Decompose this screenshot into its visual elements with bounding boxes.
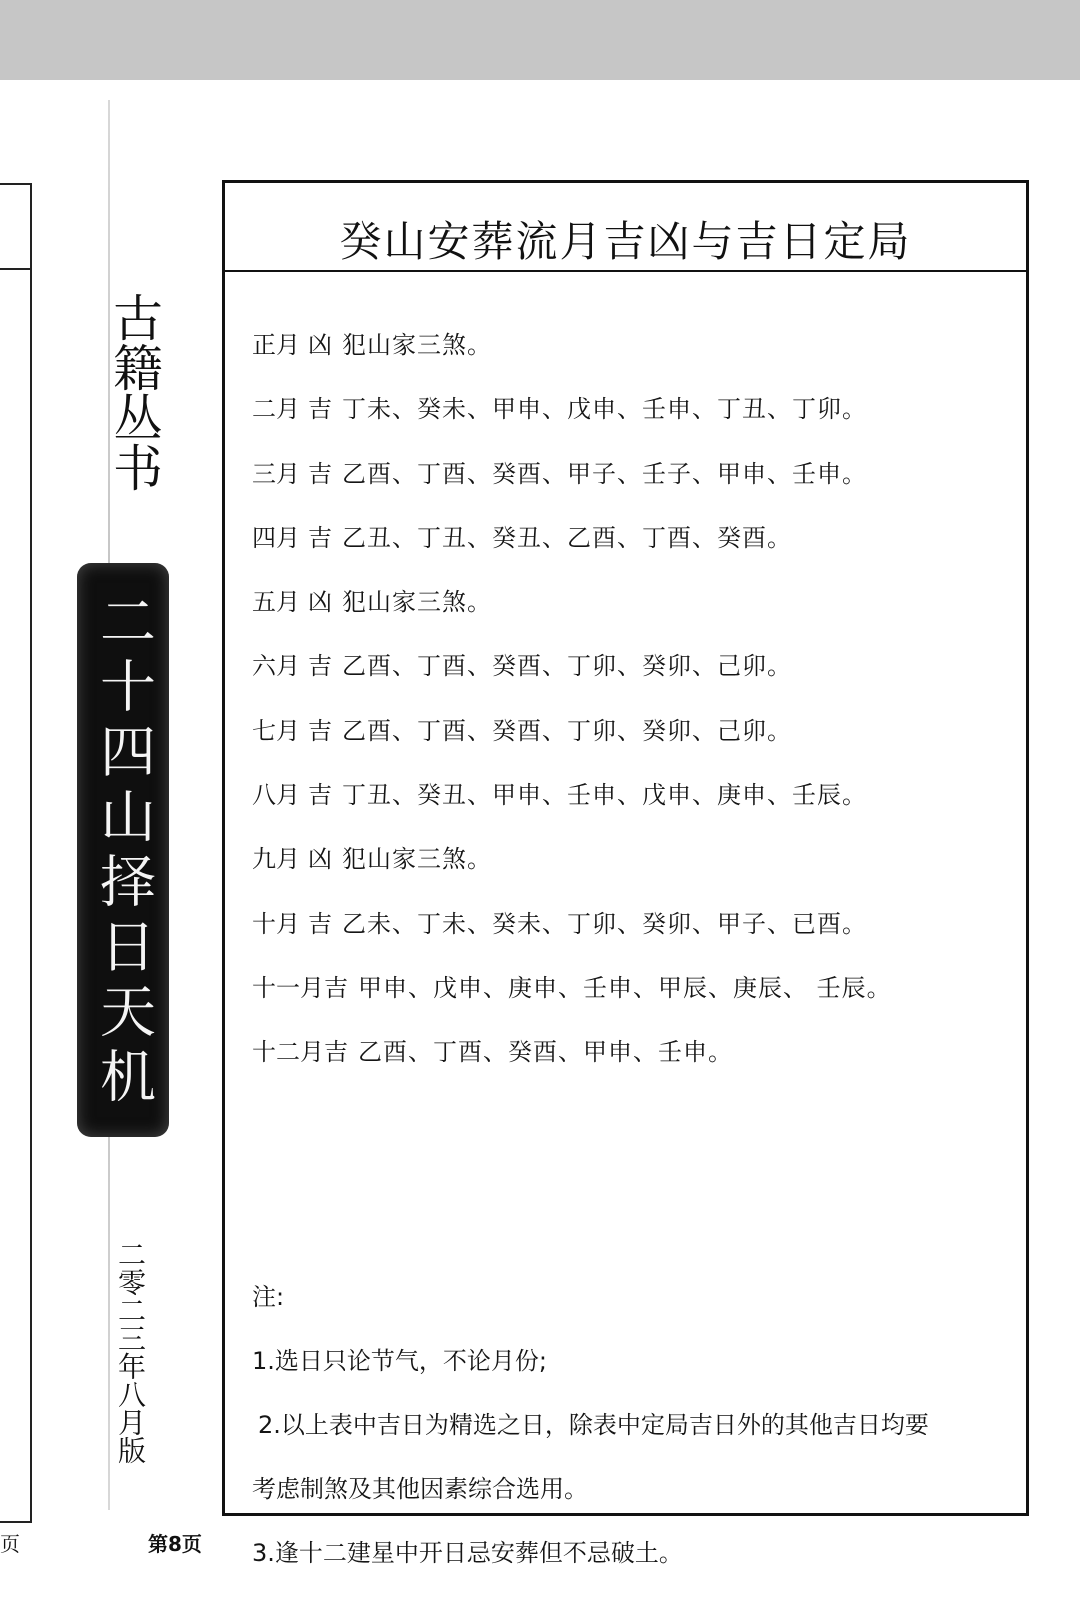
month-label: 二月 [252, 395, 300, 424]
verdict-label: 吉 [308, 459, 332, 488]
verdict-label: 吉 [324, 1038, 348, 1067]
book-title: 二十四山择日天机 [91, 592, 156, 1112]
verdict-label: 吉 [324, 973, 348, 1002]
notes-heading: 注: [252, 1283, 285, 1311]
month-entry [252, 892, 1012, 956]
verdict-label: 吉 [308, 781, 332, 810]
page-frame [222, 180, 1029, 1567]
note-item-continued: 考虑制煞及其他因素综合选用。 [252, 1475, 588, 1503]
day-list: 乙酉、丁酉、癸酉、丁卯、癸卯、己卯。 [342, 652, 792, 681]
month-entry [252, 506, 1012, 570]
day-list: 乙丑、丁丑、癸丑、乙酉、丁酉、癸酉。 [342, 523, 792, 552]
day-list: 甲申、戊申、庚申、壬申、甲辰、庚辰、 壬辰。 [358, 973, 892, 1002]
day-list: 乙未、丁未、癸未、丁卯、癸卯、甲子、已酉。 [342, 909, 867, 938]
title-row [225, 183, 1026, 272]
month-label: 七月 [252, 716, 300, 745]
day-list: 犯山家三煞。 [342, 588, 492, 617]
verdict-label: 吉 [308, 395, 332, 424]
month-label: 五月 [252, 588, 300, 617]
previous-page-frame [0, 183, 32, 1523]
verdict-label: 吉 [308, 716, 332, 745]
note-item: 3.逢十二建星中开日忌安葬但不忌破土。 [252, 1539, 683, 1567]
page-title: 癸山安葬流月吉凶与吉日定局 [339, 217, 912, 266]
note-item: 1.选日只论节气，不论月份; [252, 1347, 547, 1375]
month-entry [252, 956, 1012, 1020]
month-label: 四月 [252, 523, 300, 552]
day-list: 乙酉、丁酉、癸酉、甲申、壬申。 [358, 1038, 733, 1067]
month-entry [252, 1020, 1012, 1084]
month-entry [252, 313, 1012, 377]
month-entry [252, 827, 1012, 891]
series-title: 古籍丛书 [105, 292, 163, 492]
book-title-label [77, 563, 169, 1137]
notes-section [252, 1265, 1012, 1585]
scan-top-bar [0, 0, 1080, 80]
month-entry [252, 377, 1012, 441]
day-list: 丁未、癸未、甲申、戊申、壬申、丁丑、丁卯。 [342, 395, 867, 424]
month-entry [252, 699, 1012, 763]
verdict-label: 凶 [308, 331, 332, 359]
verdict-label: 凶 [308, 588, 332, 617]
day-list: 犯山家三煞。 [342, 845, 492, 874]
month-label: 正月 [252, 331, 300, 359]
month-label: 九月 [252, 845, 300, 874]
day-list: 犯山家三煞。 [342, 331, 492, 359]
month-entry [252, 570, 1012, 634]
verdict-label: 吉 [308, 652, 332, 681]
verdict-label: 吉 [308, 909, 332, 938]
edition-date: 二零二三年八月版 [114, 1240, 147, 1464]
month-label: 六月 [252, 652, 300, 681]
verdict-label: 凶 [308, 845, 332, 874]
day-list: 乙酉、丁酉、癸酉、甲子、壬子、甲申、壬申。 [342, 459, 867, 488]
month-label: 十一月 [252, 973, 324, 1002]
previous-page-rule [0, 268, 32, 270]
verdict-label: 吉 [308, 523, 332, 552]
month-label: 三月 [252, 459, 300, 488]
page-number: 第8页 [148, 1532, 202, 1556]
month-entries [252, 313, 1012, 1085]
note-item: 2.以上表中吉日为精选之日，除表中定局吉日外的其他吉日均要 [258, 1411, 929, 1439]
day-list: 乙酉、丁酉、癸酉、丁卯、癸卯、己卯。 [342, 716, 792, 745]
month-label: 十月 [252, 909, 300, 938]
month-label: 八月 [252, 781, 300, 810]
day-list: 丁丑、癸丑、甲申、壬申、戊申、庚申、壬辰。 [342, 781, 867, 810]
previous-page-label: 页 [0, 1532, 20, 1556]
month-entry [252, 763, 1012, 827]
month-label: 十二月 [252, 1038, 324, 1067]
month-entry [252, 634, 1012, 698]
month-entry [252, 442, 1012, 506]
